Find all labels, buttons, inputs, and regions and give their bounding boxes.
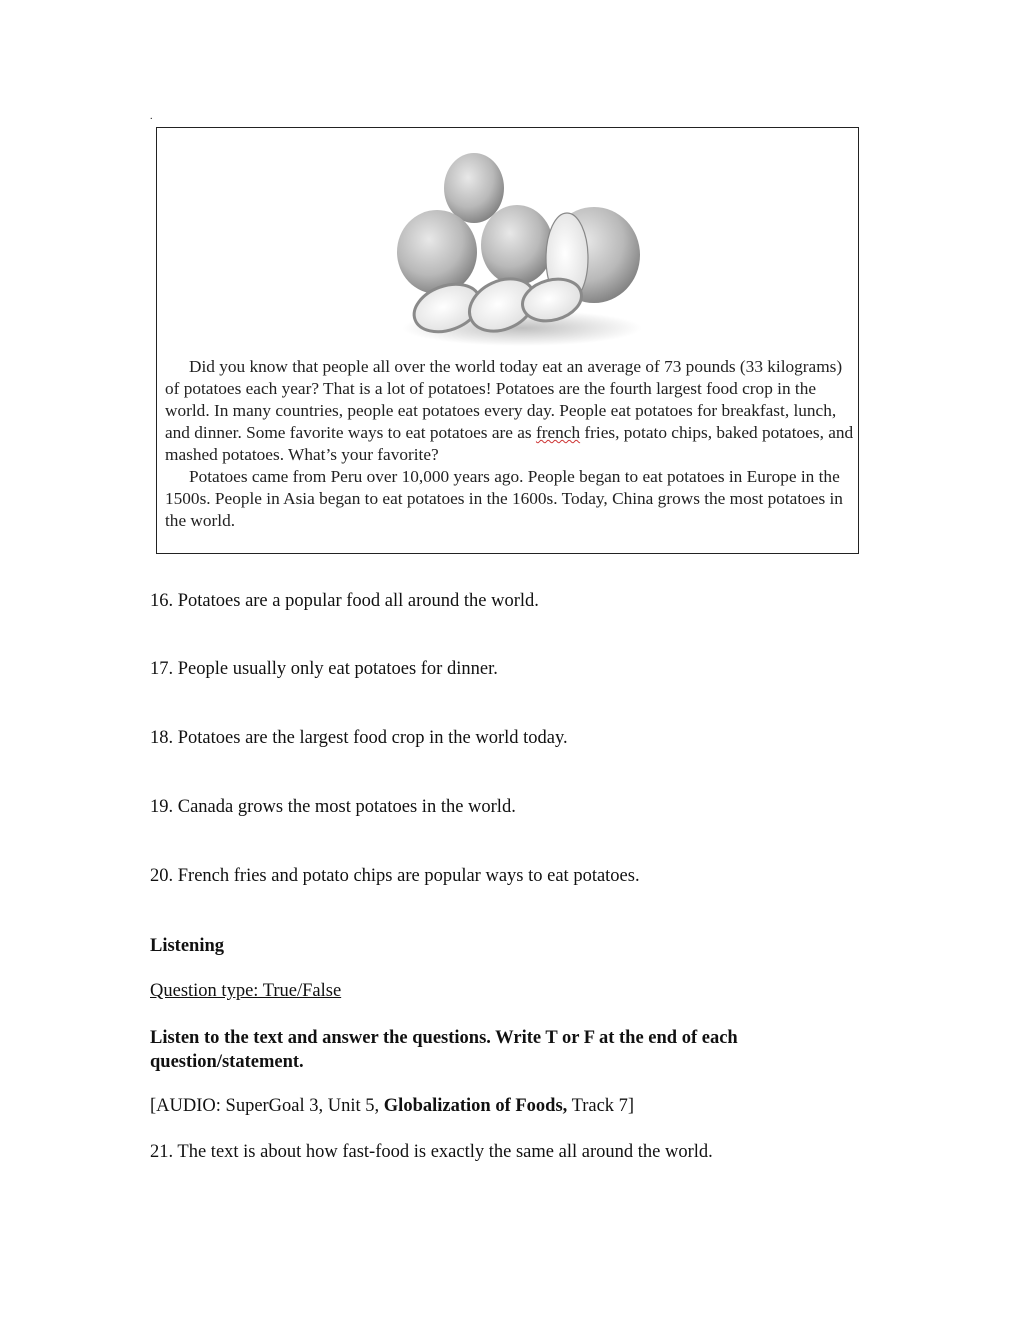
passage-paragraph-1: Did you know that people all over the world today eat an average of 73 pounds (33 kilograms) of potatoes each year? That is a lot of potatoes! Potatoes are the fourth largest food crop in the world. In many countries, people eat potatoes every day. People eat potatoes for breakfast, lunch, and dinner. Some favorite ways to eat potatoes are as french fries, potato chips, baked potatoes, and mashed potatoes. What’s your favorite? — [165, 357, 854, 464]
question-type-label: Question type: True/False — [150, 981, 342, 1001]
passage-paragraph-2: Potatoes came from Peru over 10,000 years ago. People began to eat potatoes in Europe in the 1500s. People in Asia began to eat potatoes in the 1600s. Today, China grows the most potatoes in the world. — [165, 467, 843, 530]
question-17: 17. People usually only eat potatoes for dinner. — [150, 659, 498, 679]
audio-reference: [AUDIO: SuperGoal 3, Unit 5, Globalization of Foods, Track 7] — [150, 1096, 635, 1116]
stray-dot: . — [150, 111, 153, 122]
question-18: 18. Potatoes are the largest food crop in the world today. — [150, 728, 568, 748]
potato-top — [444, 153, 504, 223]
question-19: 19. Canada grows the most potatoes in the world. — [150, 797, 516, 817]
reading-passage-box — [156, 127, 859, 554]
question-16: 16. Potatoes are a popular food all around the world. — [150, 591, 539, 611]
question-20: 20. French fries and potato chips are popular ways to eat potatoes. — [150, 866, 640, 886]
potato-middle — [481, 205, 553, 285]
spellcheck-underlined-word: french — [535, 423, 581, 442]
question-21: 21. The text is about how fast-food is exactly the same all around the world. — [150, 1142, 713, 1162]
listening-heading: Listening — [150, 936, 225, 956]
listening-instructions: Listen to the text and answer the questions. Write T or F at the end of each question/statement. — [150, 1028, 738, 1072]
potatoes-illustration — [392, 140, 652, 350]
passage-text — [165, 356, 855, 532]
potato-left — [397, 210, 477, 294]
